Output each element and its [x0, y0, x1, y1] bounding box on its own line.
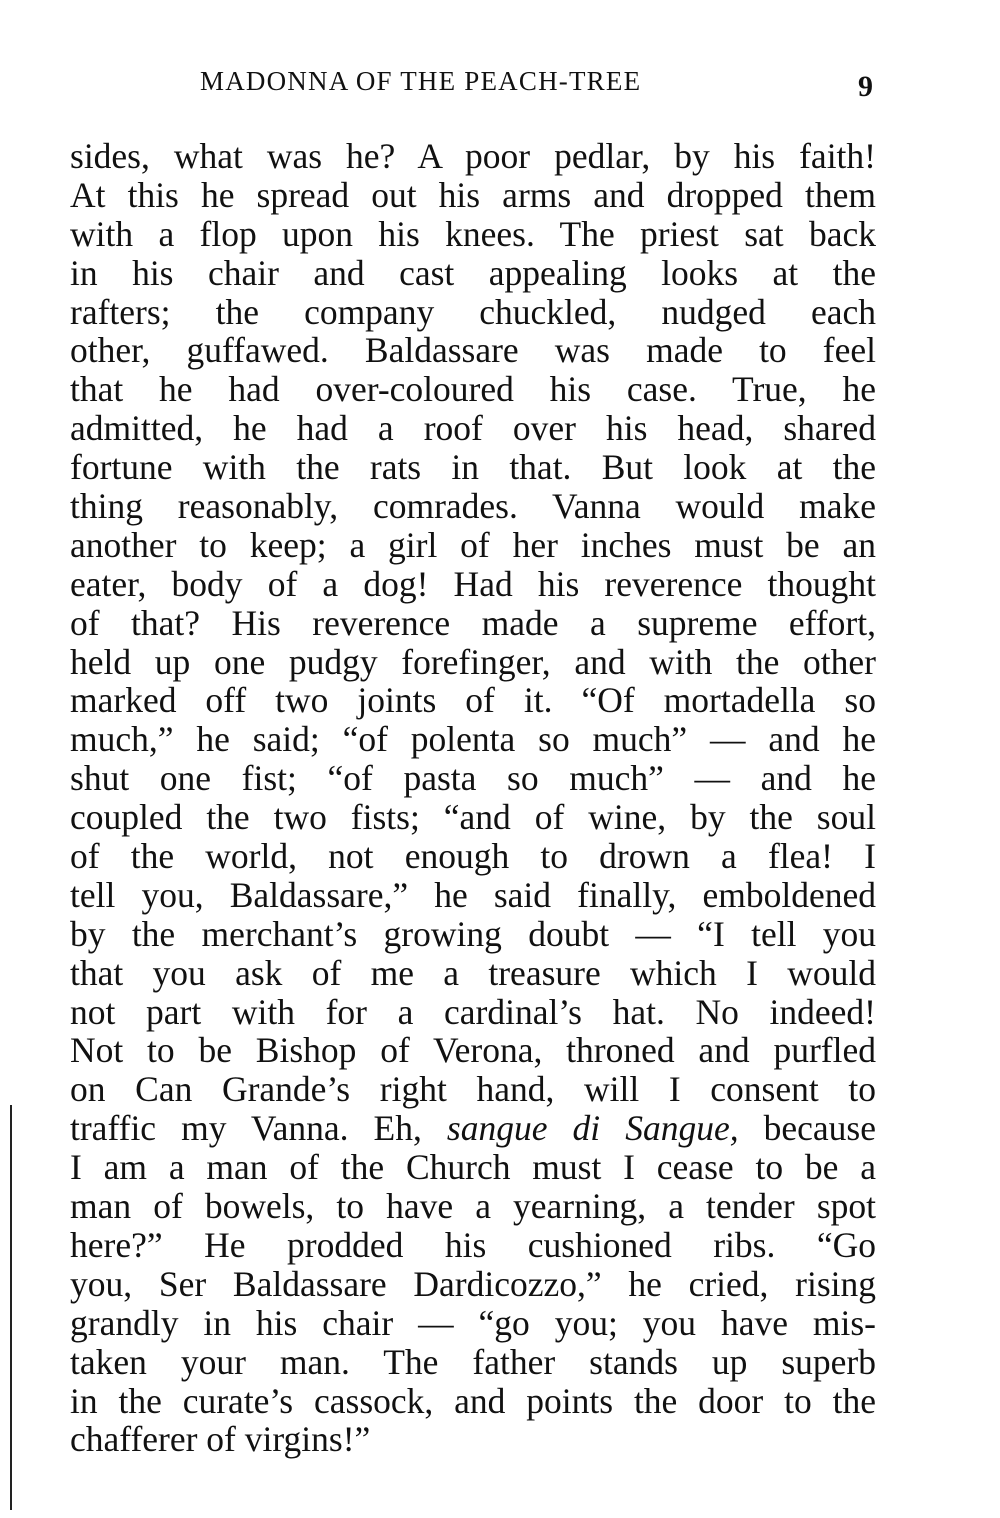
text-line: of the world, not enough to drown a flea! I [70, 836, 876, 877]
text-line: other, guffawed. Baldassare was made to feel [70, 330, 876, 371]
text-line: in the curate’s cassock, and points the door to the [70, 1380, 876, 1421]
text-line: Not to be Bishop of Verona, throned and purfled [70, 1030, 876, 1071]
text-line: thing reasonably, comrades. Vanna would make [70, 486, 876, 527]
text-line: sides, what was he? A poor pedlar, by his faith! [70, 136, 876, 176]
text-line: here?” He prodded his cushioned ribs. “Go [70, 1224, 876, 1265]
text-line: rafters; the company chuckled, nudged each [70, 291, 876, 332]
text-line: shut one fist; “of pasta so much” — and he [70, 758, 876, 799]
text-line-last: chafferer of virgins!” [70, 1419, 371, 1460]
text-line: I am a man of the Church must I cease to be a [70, 1147, 876, 1188]
text-line: man of bowels, to have a yearning, a tender spot [70, 1186, 876, 1227]
text-line: held up one pudgy forefinger, and with the other [70, 641, 876, 682]
text-line: taken your man. The father stands up superb [70, 1341, 876, 1382]
page-number: 9 [858, 70, 873, 103]
text-line: tell you, Baldassare,” he said finally, emboldened [70, 874, 876, 915]
text-line: on Can Grande’s right hand, will I consent to [70, 1069, 876, 1110]
running-head: MADONNA OF THE PEACH-TREE [200, 66, 642, 96]
body-text [70, 137, 876, 1459]
text-line: much,” he said; “of polenta so much” — and he [70, 719, 876, 760]
text-line: eater, body of a dog! Had his reverence thought [70, 563, 876, 604]
text-line: marked off two joints of it. “Of mortadella so [70, 680, 876, 721]
text-line: of that? His reverence made a supreme effort, [70, 602, 876, 643]
text-line: another to keep; a girl of her inches must be an [70, 524, 876, 565]
text-line: with a flop upon his knees. The priest sat back [70, 213, 876, 254]
text-line: grandly in his chair — “go you; you have mis- [70, 1302, 876, 1343]
text-line: that he had over-coloured his case. True, he [70, 369, 876, 410]
text-line: coupled the two fists; “and of wine, by the soul [70, 797, 876, 838]
text-line: that you ask of me a treasure which I would [70, 952, 876, 993]
text-line: in his chair and cast appealing looks at the [70, 252, 876, 293]
text-line: admitted, he had a roof over his head, shared [70, 408, 876, 449]
text-line: by the merchant’s growing doubt — “I tell you [70, 913, 876, 954]
text-line: not part with for a cardinal’s hat. No indeed! [70, 991, 876, 1032]
italic-phrase: sangue di Sangue, [446, 1108, 739, 1149]
text-line: At this he spread out his arms and dropped them [70, 174, 876, 215]
margin-scan-edge [10, 1105, 12, 1510]
text-line: you, Ser Baldassare Dardicozzo,” he cried, rising [70, 1263, 876, 1304]
text-line-with-italic [70, 1109, 876, 1148]
text-line: fortune with the rats in that. But look at the [70, 447, 876, 488]
text-segment: traffic my Vanna. Eh, [70, 1108, 447, 1149]
text-segment: because [738, 1108, 877, 1149]
